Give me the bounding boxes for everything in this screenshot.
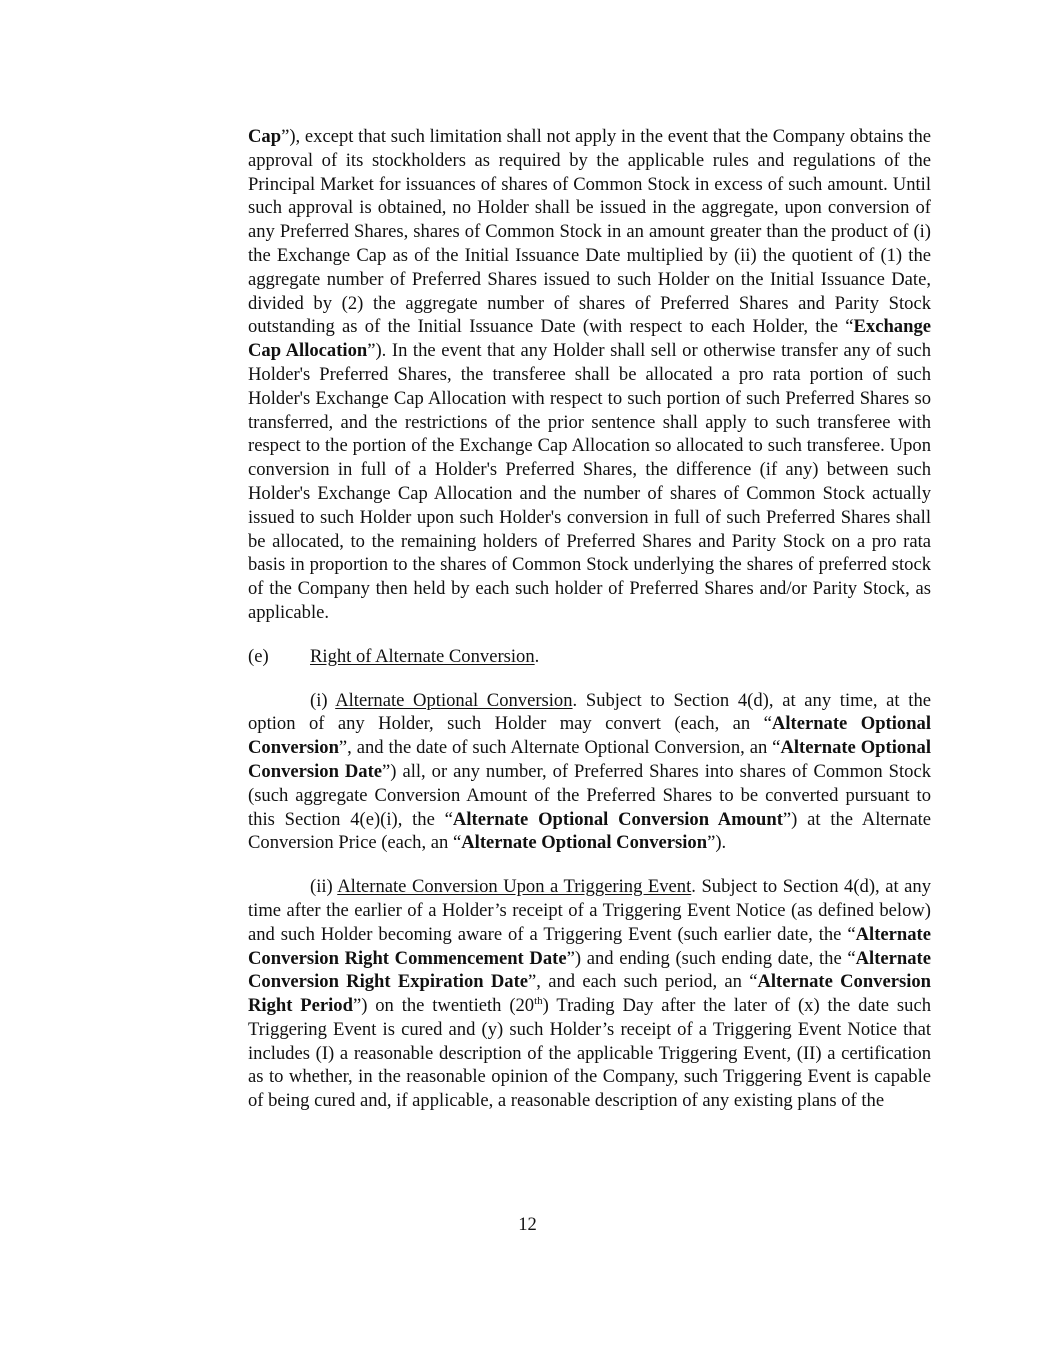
section-number: (e) xyxy=(248,645,269,667)
page-number: 12 xyxy=(518,1214,537,1235)
defined-term: Alternate Conversion Right Period xyxy=(248,971,931,1017)
defined-term: Alternate Optional Conversion Amount xyxy=(452,808,783,830)
defined-term: Alternate Optional Conversion Date xyxy=(248,737,931,782)
defined-term: Alternate Optional Conversion xyxy=(461,832,708,854)
paragraph-alternate-conversion-triggering-event: (ii) Alternate Conversion Upon a Triggering Event. Subject to Section 4(d), at any time after the earlier of a Holder’s receipt of a Triggering Event Notice (as defined below) and such Holder becoming aware of a Triggering Event (such earlier date, the “Alternate Conversion Right Commencement Date”) and ending (such ending date, the “Alternate Conversion Right Expiration Date”, and each such period, an “Alternate Conversion Right Period”) on the twentieth (20th) Trading Day after the later of (x) the date such Triggering Event is cured and (y) such Holder’s receipt of a Triggering Event Notice that includes (I) a reasonable description of the applicable Triggering Event, (II) a certification as to whether, in the reasonable opinion of the Company, such Triggering Event is capable of being cured and, if applicable, a reasonable description of any existing plans of the xyxy=(248,876,931,1112)
paragraph-alternate-optional-conversion: (i) Alternate Optional Conversion. Subject to Section 4(d), at any time, at the option of any Holder, such Holder may convert (each, an “Alternate Optional Conversion”, and the date of such Alternate Optional Conversion, an “Alternate Optional Conversion Date”) all, or any number, of Preferred Shares into shares of Common Stock (such aggregate Conversion Amount of the Preferred Shares to be converted pursuant to this Section 4(e)(i), the “Alternate Optional Conversion Amount”) at the Alternate Conversion Price (each, an “Alternate Optional Conversion”). xyxy=(248,689,931,854)
ordinal-suffix: th xyxy=(534,995,543,1008)
defined-term: Alternate Conversion Right Expiration Date xyxy=(248,947,931,993)
document-body xyxy=(248,125,931,1113)
defined-term: Alternate Optional Conversion xyxy=(248,713,931,759)
defined-term: Cap xyxy=(248,126,282,147)
subsection-title: Alternate Optional Conversion xyxy=(335,689,573,711)
paragraph-exchange-cap: Cap”), except that such limitation shall not apply in the event that the Company obtains the approval of its stockholders as required by the applicable rules and regulations of the Principal Market for issuances of shares of Common Stock in excess of such amount. Until such approval is obtained, no Holder shall be issued in the aggregate, upon conversion of any Preferred Shares, shares of Common Stock in an amount greater than the product of (i) the Exchange Cap as of the Initial Issuance Date multiplied by (ii) the quotient of (1) the aggregate number of Preferred Shares issued to such Holder on the Initial Issuance Date, divided by (2) the aggregate number of shares of Preferred Shares and Parity Stock outstanding as of the Initial Issuance Date (with respect to each Holder, the “Exchange Cap Allocation”). In the event that any Holder shall sell or otherwise transfer any of such Holder's Preferred Shares, the transferee shall be allocated a pro rata portion of such Holder's Exchange Cap Allocation with respect to such portion of such Preferred Shares so transferred, and the restrictions of the prior sentence shall apply to such transferee with respect to the portion of the Exchange Cap Allocation so allocated to such transferee. Upon conversion in full of a Holder's Preferred Shares, the difference (if any) between such Holder's Exchange Cap Allocation and the number of shares of Common Stock actually issued to such Holder upon such Holder's conversion in full of such Preferred Shares shall be allocated, to the remaining holders of Preferred Shares and Parity Stock on a pro rata basis in proportion to the shares of Common Stock underlying the shares of preferred stock of the Company then held by each such holder of Preferred Shares and/or Parity Stock, as applicable. xyxy=(248,126,931,623)
section-title: Right of Alternate Conversion xyxy=(310,645,535,667)
subsection-title: Alternate Conversion Upon a Triggering Event xyxy=(337,876,692,898)
defined-term: Alternate Conversion Right Commencement Date xyxy=(248,923,931,969)
defined-term: Exchange Cap Allocation xyxy=(248,316,931,362)
section-heading-e: (e) Right of Alternate Conversion. xyxy=(248,645,540,667)
